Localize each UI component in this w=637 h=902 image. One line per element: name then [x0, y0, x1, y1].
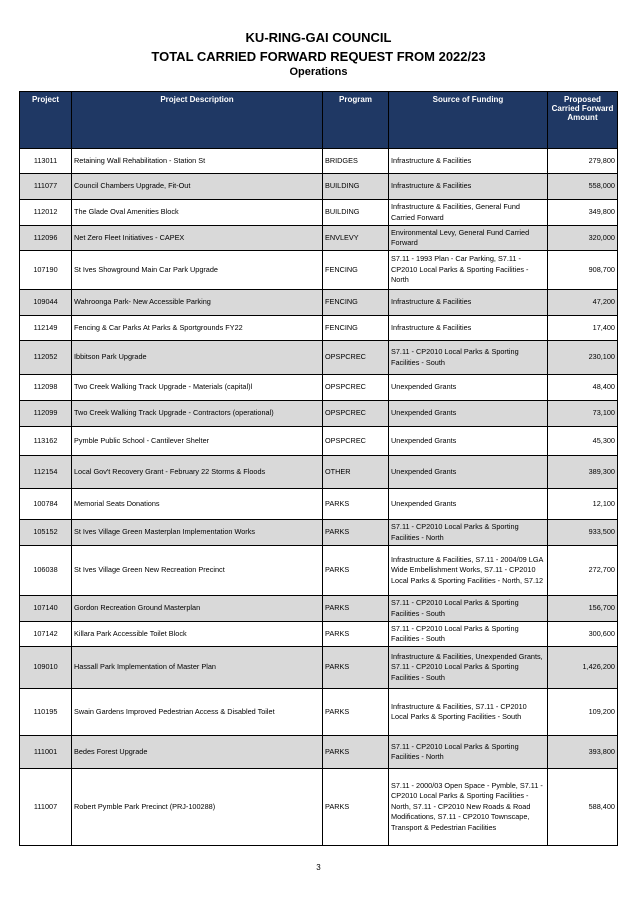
description-cell: Fencing & Car Parks At Parks & Sportgrounds FY22: [72, 316, 323, 341]
description-cell: Killara Park Accessible Toilet Block: [72, 622, 323, 647]
description-cell: Wahroonga Park- New Accessible Parking: [72, 290, 323, 316]
amount-cell: 1,426,200: [548, 647, 618, 689]
program-cell: FENCING: [323, 290, 389, 316]
table-row: [20, 622, 618, 647]
table-row: [20, 251, 618, 290]
amount-cell: 558,000: [548, 174, 618, 200]
funding-cell: Infrastructure & Facilities, General Fund Carried Forward: [389, 200, 548, 226]
table-row: [20, 520, 618, 546]
table-row: [20, 401, 618, 427]
project-cell: 112052: [20, 341, 72, 375]
table-row: [20, 489, 618, 520]
funding-cell: Unexpended Grants: [389, 427, 548, 456]
description-cell: St Ives Village Green New Recreation Precinct: [72, 546, 323, 596]
project-cell: 113162: [20, 427, 72, 456]
table-row: [20, 596, 618, 622]
amount-cell: 279,800: [548, 149, 618, 174]
council-name: KU-RING-GAI COUNCIL: [245, 30, 392, 45]
funding-cell: Unexpended Grants: [389, 456, 548, 489]
table-row: [20, 174, 618, 200]
table-row: [20, 200, 618, 226]
project-cell: 111007: [20, 769, 72, 846]
program-cell: OPSPCREC: [323, 341, 389, 375]
project-cell: 109044: [20, 290, 72, 316]
amount-cell: 73,100: [548, 401, 618, 427]
program-cell: FENCING: [323, 251, 389, 290]
project-cell: 110195: [20, 689, 72, 736]
table-row: [20, 647, 618, 689]
funding-cell: Infrastructure & Facilities: [389, 290, 548, 316]
funding-cell: Infrastructure & Facilities, S7.11 - 2004/09 LGA Wide Embellishment Works, S7.11 - CP2010 Local Parks & Sporting Facilities - North, S7.12: [389, 546, 548, 596]
page-number: 3: [316, 863, 321, 872]
table-row: [20, 689, 618, 736]
project-cell: 105152: [20, 520, 72, 546]
description-cell: Two Creek Walking Track Upgrade - Contractors (operational): [72, 401, 323, 427]
description-cell: Robert Pymble Park Precinct (PRJ-100288): [72, 769, 323, 846]
amount-cell: 933,500: [548, 520, 618, 546]
funding-cell: Unexpended Grants: [389, 375, 548, 401]
amount-cell: 908,700: [548, 251, 618, 290]
description-cell: Net Zero Fleet Initiatives - CAPEX: [72, 226, 323, 251]
program-cell: PARKS: [323, 689, 389, 736]
program-cell: BUILDING: [323, 174, 389, 200]
table-row: [20, 316, 618, 341]
project-cell: 112149: [20, 316, 72, 341]
table-row: [20, 226, 618, 251]
description-cell: St Ives Village Green Masterplan Implementation Works: [72, 520, 323, 546]
amount-cell: 45,300: [548, 427, 618, 456]
program-cell: PARKS: [323, 520, 389, 546]
description-cell: Pymble Public School - Cantilever Shelter: [72, 427, 323, 456]
program-cell: PARKS: [323, 546, 389, 596]
project-cell: 112154: [20, 456, 72, 489]
report-subtitle: Operations: [289, 66, 348, 78]
amount-cell: 300,600: [548, 622, 618, 647]
description-cell: The Glade Oval Amenities Block: [72, 200, 323, 226]
table-row: [20, 375, 618, 401]
program-cell: PARKS: [323, 622, 389, 647]
description-cell: Swain Gardens Improved Pedestrian Access & Disabled Toilet: [72, 689, 323, 736]
description-cell: Gordon Recreation Ground Masterplan: [72, 596, 323, 622]
description-cell: Memorial Seats Donations: [72, 489, 323, 520]
project-cell: 112096: [20, 226, 72, 251]
project-cell: 107142: [20, 622, 72, 647]
project-cell: 112012: [20, 200, 72, 226]
program-cell: PARKS: [323, 489, 389, 520]
funding-cell: Infrastructure & Facilities: [389, 316, 548, 341]
amount-cell: 156,700: [548, 596, 618, 622]
table-row: [20, 769, 618, 846]
amount-cell: 17,400: [548, 316, 618, 341]
funding-cell: Infrastructure & Facilities: [389, 149, 548, 174]
table-header-row: [20, 92, 618, 149]
funding-cell: Unexpended Grants: [389, 401, 548, 427]
project-cell: 107190: [20, 251, 72, 290]
column-header-description: Project Description: [72, 92, 323, 149]
description-cell: St Ives Showground Main Car Park Upgrade: [72, 251, 323, 290]
column-header-amount: Proposed Carried Forward Amount: [548, 92, 618, 149]
program-cell: ENVLEVY: [323, 226, 389, 251]
funding-cell: Environmental Levy, General Fund Carried Forward: [389, 226, 548, 251]
funding-cell: S7.11 - 2000/03 Open Space - Pymble, S7.11 - CP2010 Local Parks & Sporting Facilities - North, S7.11 - CP2010 New Roads & Road Modifications, S7.11 - CP2010 Townscape, Transport & Pedestrian Facilities: [389, 769, 548, 846]
program-cell: PARKS: [323, 647, 389, 689]
program-cell: BUILDING: [323, 200, 389, 226]
amount-cell: 588,400: [548, 769, 618, 846]
table-row: [20, 341, 618, 375]
description-cell: Two Creek Walking Track Upgrade - Materials (capital)l: [72, 375, 323, 401]
amount-cell: 320,000: [548, 226, 618, 251]
funding-cell: S7.11 - CP2010 Local Parks & Sporting Facilities - North: [389, 520, 548, 546]
project-cell: 113011: [20, 149, 72, 174]
program-cell: PARKS: [323, 769, 389, 846]
program-cell: OTHER: [323, 456, 389, 489]
table-row: [20, 290, 618, 316]
program-cell: FENCING: [323, 316, 389, 341]
funding-cell: Infrastructure & Facilities: [389, 174, 548, 200]
amount-cell: 109,200: [548, 689, 618, 736]
amount-cell: 393,800: [548, 736, 618, 769]
funding-cell: S7.11 - CP2010 Local Parks & Sporting Facilities - South: [389, 341, 548, 375]
project-cell: 106038: [20, 546, 72, 596]
funding-cell: S7.11 - CP2010 Local Parks & Sporting Facilities - South: [389, 596, 548, 622]
project-cell: 112099: [20, 401, 72, 427]
amount-cell: 48,400: [548, 375, 618, 401]
table-row: [20, 456, 618, 489]
program-cell: OPSPCREC: [323, 375, 389, 401]
table-row: [20, 427, 618, 456]
project-cell: 111001: [20, 736, 72, 769]
table-row: [20, 149, 618, 174]
program-cell: PARKS: [323, 736, 389, 769]
project-cell: 112098: [20, 375, 72, 401]
column-header-project: Project: [20, 92, 72, 149]
amount-cell: 272,700: [548, 546, 618, 596]
carry-forward-table: [19, 91, 618, 846]
description-cell: Hassall Park Implementation of Master Plan: [72, 647, 323, 689]
description-cell: Ibbitson Park Upgrade: [72, 341, 323, 375]
table-row: [20, 736, 618, 769]
description-cell: Bedes Forest Upgrade: [72, 736, 323, 769]
column-header-program: Program: [323, 92, 389, 149]
project-cell: 107140: [20, 596, 72, 622]
program-cell: PARKS: [323, 596, 389, 622]
description-cell: Local Gov't Recovery Grant - February 22 Storms & Floods: [72, 456, 323, 489]
description-cell: Council Chambers Upgrade, Fit-Out: [72, 174, 323, 200]
column-header-funding: Source of Funding: [389, 92, 548, 149]
amount-cell: 12,100: [548, 489, 618, 520]
amount-cell: 230,100: [548, 341, 618, 375]
funding-cell: S7.11 - 1993 Plan - Car Parking, S7.11 - CP2010 Local Parks & Sporting Facilities - North: [389, 251, 548, 290]
funding-cell: Unexpended Grants: [389, 489, 548, 520]
amount-cell: 389,300: [548, 456, 618, 489]
program-cell: OPSPCREC: [323, 427, 389, 456]
funding-cell: Infrastructure & Facilities, S7.11 - CP2010 Local Parks & Sporting Facilities - South: [389, 689, 548, 736]
funding-cell: S7.11 - CP2010 Local Parks & Sporting Facilities - South: [389, 622, 548, 647]
amount-cell: 47,200: [548, 290, 618, 316]
project-cell: 100784: [20, 489, 72, 520]
project-cell: 109010: [20, 647, 72, 689]
table-row: [20, 546, 618, 596]
funding-cell: S7.11 - CP2010 Local Parks & Sporting Facilities - North: [389, 736, 548, 769]
funding-cell: Infrastructure & Facilities, Unexpended Grants, S7.11 - CP2010 Local Parks & Sporting Facilities - South: [389, 647, 548, 689]
program-cell: OPSPCREC: [323, 401, 389, 427]
amount-cell: 349,800: [548, 200, 618, 226]
project-cell: 111077: [20, 174, 72, 200]
description-cell: Retaining Wall Rehabilitation - Station St: [72, 149, 323, 174]
program-cell: BRIDGES: [323, 149, 389, 174]
report-title: TOTAL CARRIED FORWARD REQUEST FROM 2022/23: [151, 49, 486, 64]
